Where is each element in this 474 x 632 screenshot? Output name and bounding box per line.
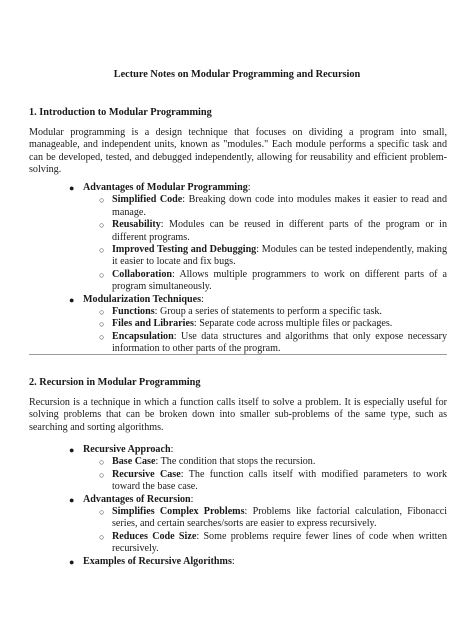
list-item: ○ Reduces Code Size: Some problems require fewer lines of code when written recursively.	[99, 530, 447, 555]
item-term: Reduces Code Size	[112, 530, 197, 542]
item-term: Simplified Code	[112, 194, 183, 206]
item-text: The condition that stops the recursion.	[160, 456, 316, 468]
item-term: Improved Testing and Debugging	[112, 244, 257, 256]
item-text: Modules can be reused in different parts of the program or in different programs.	[112, 219, 447, 243]
section-divider	[29, 354, 447, 355]
list-group: ● Recursive Approach:	[69, 444, 174, 455]
section-2-heading: 2. Recursion in Modular Programming	[29, 377, 201, 388]
item-term: Functions	[112, 306, 155, 318]
item-term: Recursive Case	[112, 468, 181, 480]
item-text: Use data structures and algorithms that only expose necessary information to other parts of the program.	[112, 330, 448, 355]
list-item: ○ Base Case: The condition that stops the recursion.	[99, 456, 316, 468]
list-group: ● Advantages of Recursion:	[69, 493, 194, 505]
page-title: Lecture Notes on Modular Programming and Recursion	[113, 69, 361, 80]
list-group: ● Advantages of Modular Programming:	[69, 182, 251, 193]
bullet-icon: ○	[99, 531, 105, 542]
section-2-list	[29, 444, 447, 568]
list-item: ○ Simplified Code: Breaking down code into modules makes it easier to read and manage.	[99, 194, 447, 218]
section-1-list	[29, 182, 447, 356]
item-term: Encapsulation	[112, 330, 174, 342]
bullet-icon: ●	[69, 494, 75, 505]
section-1-intro: Modular programming is a design technique that focuses on dividing a program into small, manageable, and independent units, known as "modules." Each module performs a specific task and can be developed, tested, and debugged independently, allowing for reusability and efficient problem-solving.	[29, 127, 447, 176]
list-group: ● Examples of Recursive Algorithms:	[69, 555, 235, 567]
group-label: Recursive Approach	[83, 444, 171, 455]
group-label: Modularization Techniques	[83, 293, 202, 305]
bullet-icon: ○	[99, 457, 105, 468]
item-term: Base Case	[112, 456, 156, 468]
item-term: Reusability	[112, 219, 161, 231]
bullet-icon: ○	[99, 331, 105, 342]
list-item: ○ Recursive Case: The function calls itself with modified parameters to work toward the base case.	[99, 468, 447, 493]
item-text: Modules can be tested independently, making it easier to locate and fix bugs.	[112, 244, 447, 268]
section-1-heading: 1. Introduction to Modular Programming	[29, 107, 212, 118]
bullet-icon: ○	[99, 245, 105, 256]
item-text: The function calls itself with modified parameters to work toward the base case.	[112, 468, 447, 493]
list-group: ● Modularization Techniques:	[69, 293, 204, 305]
item-text: Group a series of statements to perform a specific task.	[159, 306, 382, 318]
bullet-icon: ○	[99, 220, 105, 231]
bullet-icon: ●	[69, 294, 75, 305]
section-2-intro: Recursion is a technique in which a function calls itself to solve a problem. It is especially useful for solving problems that can be broken down into smaller sub-problems of the same type, such as searching and sorting algorithms.	[29, 397, 447, 433]
item-term: Collaboration	[112, 268, 173, 280]
bullet-icon: ○	[99, 507, 105, 518]
group-label: Advantages of Recursion	[83, 493, 191, 505]
bullet-icon: ○	[99, 195, 105, 206]
list-item: ○ Simplifies Complex Problems: Problems like factorial calculation, Fibonacci series, and certain searches/sorts are easier to express recursively.	[99, 506, 448, 530]
item-text: Allows multiple programmers to work on different parts of a program simultaneously.	[112, 268, 448, 293]
item-term: Simplifies Complex Problems	[112, 506, 245, 518]
bullet-icon: ○	[99, 319, 105, 330]
item-term: Files and Libraries	[112, 318, 194, 330]
bullet-icon: ○	[99, 469, 105, 480]
list-item: ○ Collaboration: Allows multiple programmers to work on different parts of a program simultaneously.	[99, 268, 448, 293]
list-item: ○ Reusability: Modules can be reused in different parts of the program or in different programs.	[99, 219, 447, 243]
item-text: Breaking down code into modules makes it easier to read and manage.	[112, 194, 447, 218]
bullet-icon: ●	[69, 445, 75, 455]
list-item: ○ Encapsulation: Use data structures and algorithms that only expose necessary information to other parts of the program.	[99, 330, 448, 355]
bullet-icon: ○	[99, 269, 105, 280]
group-label: Advantages of Modular Programming	[83, 182, 248, 193]
bullet-icon: ○	[99, 307, 105, 318]
list-item: ○ Functions: Group a series of statements to perform a specific task.	[99, 306, 382, 318]
list-item: ○ Files and Libraries: Separate code across multiple files or packages.	[99, 318, 393, 330]
bullet-icon: ●	[69, 556, 75, 567]
bullet-icon: ●	[69, 183, 75, 193]
group-label: Examples of Recursive Algorithms	[83, 555, 232, 567]
list-item: ○ Improved Testing and Debugging: Modules can be tested independently, making it easier to locate and fix bugs.	[99, 244, 447, 268]
item-text: Separate code across multiple files or packages.	[199, 318, 393, 330]
item-text: Problems like factorial calculation, Fibonacci series, and certain searches/sorts are easier to express recursively.	[112, 506, 448, 530]
item-text: Some problems require fewer lines of code when written recursively.	[112, 530, 447, 555]
